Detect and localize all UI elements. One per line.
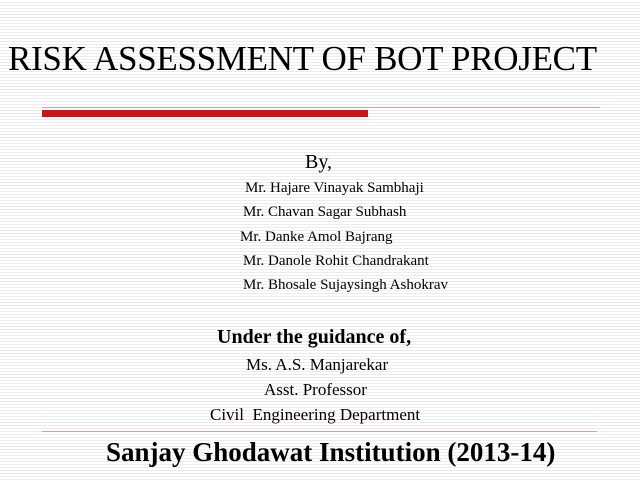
author-name: Mr. Hajare Vinayak Sambhaji bbox=[245, 180, 424, 196]
guide-name: Ms. A.S. Manjarekar bbox=[246, 355, 389, 374]
author-name: Mr. Bhosale Sujaysingh Ashokrav bbox=[243, 277, 448, 293]
footer-divider bbox=[42, 431, 597, 432]
guide-department: Civil Engineering Department bbox=[210, 405, 421, 424]
author-name: Mr. Chavan Sagar Subhash bbox=[243, 204, 407, 220]
slide-title: RISK ASSESSMENT OF BOT PROJECT bbox=[8, 39, 597, 78]
institution-footer: Sanjay Ghodawat Institution (2013-14) bbox=[106, 437, 556, 467]
title-accent-bar bbox=[42, 110, 368, 117]
author-name: Mr. Danole Rohit Chandrakant bbox=[243, 253, 429, 269]
guide-designation: Asst. Professor bbox=[264, 380, 367, 399]
guidance-heading: Under the guidance of, bbox=[217, 326, 412, 348]
title-underline-thin bbox=[42, 107, 600, 108]
by-label: By, bbox=[305, 151, 333, 173]
author-name: Mr. Danke Amol Bajrang bbox=[240, 229, 393, 245]
